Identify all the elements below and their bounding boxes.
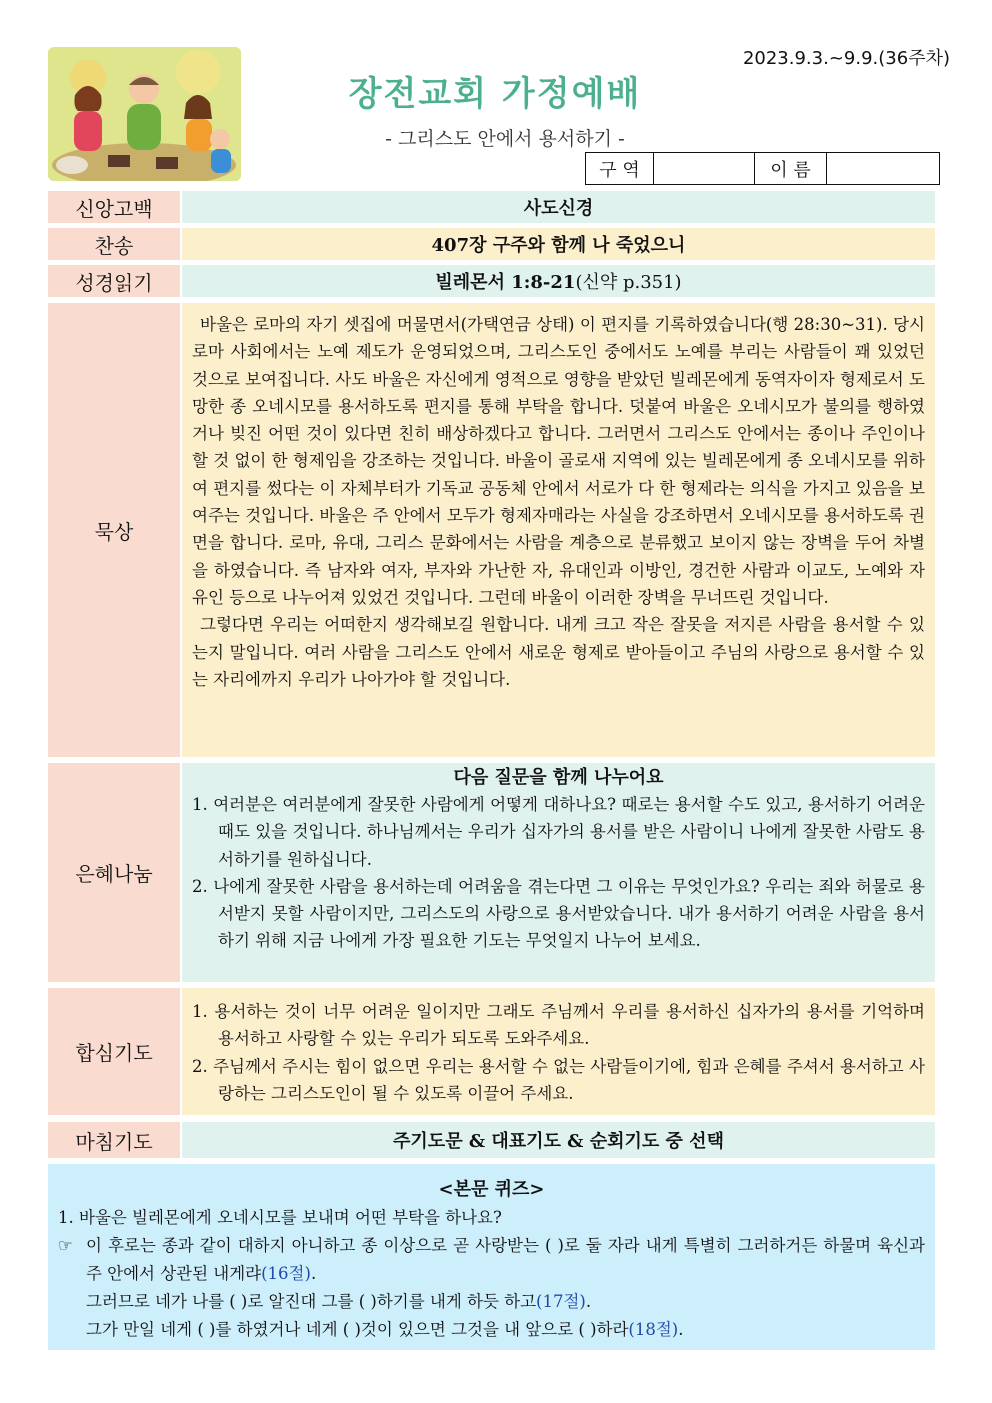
reading-label: 성경읽기 — [48, 265, 180, 297]
hymn-content: 407장 구주와 함께 나 죽었으니 — [182, 228, 935, 260]
sharing-list — [182, 791, 935, 955]
district-name-box — [585, 152, 940, 185]
row-reading — [48, 265, 935, 297]
row-prayer — [48, 988, 935, 1115]
meditation-label: 묵상 — [48, 303, 180, 757]
pointing-hand-icon: ☞ — [58, 1236, 73, 1255]
reading-passage: 빌레몬서 1:8-21 — [435, 272, 576, 293]
meditation-paragraph-1: 바울은 로마의 자기 셋집에 머물면서(가택연금 상태) 이 편지를 기록하였습니다(행 28:30~31). 당시 로마 사회에서는 노예 제도가 운영되었으며, 그리스도인 중에서도 노예를 부리는 사람들이 꽤 있었던 것으로 보여집니다. 사도 바울은 자신에게 영적으로 영향을 받았던 빌레몬에게 동역자이자 형제로서 도망한 종 오네시모를 용서하도록 편지를 통해 부탁을 합니다. 덧붙여 바울은 오네시모가 불의를 행하였거나 빚진 어떤 것이 있다면 친히 배상하겠다고 합니다. 그러면서 그리스도 안에서는 종이나 주인이나 할 것 없이 한 형제임을 강조하는 것입니다. 바울이 골로새 지역에 있는 빌레몬에게 종 오네시모를 위하여 편지를 썼다는 이 자체부터가 기독교 공동체 안에서 서로가 다 한 형제라는 의식을 가지고 있음을 보여주는 것입니다. 바울은 주 안에서 모두가 형제자매라는 사실을 강조하면서 오네시모를 용서하도록 권면을 합니다. 로마, 유대, 그리스 문화에서는 사람을 계층으로 분류했고 보이지 않는 장벽을 두어 차별을 하였습니다. 즉 남자와 여자, 부자와 가난한 자, 유대인과 이방인, 경건한 사람과 이교도, 노예와 자유인 등으로 나누어져 있었건 것입니다. 그런데 바울이 이러한 장벽을 무너뜨린 것입니다. — [192, 315, 926, 607]
quiz-title: <본문 퀴즈> — [438, 1179, 545, 1200]
quiz-question: 1. 바울은 빌레몬에게 오네시모를 보내며 어떤 부탁을 하나요? — [58, 1208, 502, 1227]
row-sharing — [48, 763, 935, 982]
meditation-paragraph-2: 그렇다면 우리는 어떠한지 생각해보길 원합니다. 내게 크고 작은 잘못을 저지른 사람을 용서할 수 있는지 말입니다. 여러 사람을 그리스도 안에서 새로운 형제로 받아들이고 주님의 사랑으로 용서할 수 있는 자리에까지 우리가 나아가야 할 것입니다. — [192, 615, 925, 689]
district-field[interactable] — [654, 153, 755, 184]
prayer-label: 합심기도 — [48, 988, 180, 1115]
family-praying-illustration — [48, 47, 241, 181]
name-label: 이 름 — [755, 153, 827, 184]
verse-ref: (18절) — [628, 1320, 679, 1339]
closing-label: 마침기도 — [48, 1122, 180, 1158]
row-closing — [48, 1122, 935, 1158]
verse-ref: (16절) — [261, 1264, 311, 1283]
reading-content — [182, 265, 935, 297]
meditation-content — [182, 303, 935, 757]
quiz-line-1: 이 후로는 종과 같이 대하지 아니하고 종 이상으로 곧 사랑받는 ( )로 둘 자라 내게 특별히 그러하거든 하물며 육신과 주 안에서 상관된 내게랴 — [86, 1236, 925, 1283]
sharing-label: 은혜나눔 — [48, 763, 180, 982]
list-item: 1. 여러분은 여러분에게 잘못한 사람에게 어떻게 대하나요? 때로는 용서할 수도 있고, 용서하기 어려운 때도 있을 것입니다. 하나님께서는 우리가 십자가의 용서를 받은 사람이니 나에게 잘못한 사람도 용서하기를 원하십니다. — [192, 795, 925, 869]
name-field[interactable] — [827, 153, 939, 184]
bible-quiz — [48, 1164, 935, 1350]
creed-content: 사도신경 — [182, 191, 935, 223]
row-hymn — [48, 228, 935, 260]
prayer-list — [182, 998, 935, 1107]
quiz-line-3: 그가 만일 네게 ( )를 하였거나 네게 ( )것이 있으면 그것을 내 앞으로 ( )하라 — [86, 1320, 629, 1339]
row-meditation — [48, 303, 935, 757]
sharing-content — [182, 763, 935, 982]
hymn-label: 찬송 — [48, 228, 180, 260]
list-item: 2. 나에게 잘못한 사람을 용서하는데 어려움을 겪는다면 그 이유는 무엇인가요? 우리는 죄와 허물로 용서받지 못할 사람이지만, 그리스도의 사랑으로 용서받았습니다. 내가 용서하기 어려운 사람을 용서하기 위해 지금 나에게 가장 필요한 기도는 무엇일지 나누어 보세요. — [192, 876, 925, 951]
quiz-answer: ☞ 이 후로는 종과 같이 대하지 아니하고 종 이상으로 곧 사랑받는 ( )로 둘 자라 내게 특별히 그러하거든 하물며 육신과 주 안에서 상관된 내게랴(16절). 그러므로 네가 나를 ( )로 알진대 그를 ( )하기를 내게 하듯 하고(17절). 그가 만일 네게 ( )를 하였거나 네게 ( )것이 있으면 그것을 내 앞으로 ( )하라(18절). — [58, 1232, 925, 1344]
page-subtitle: - 그리스도 안에서 용서하기 - — [385, 128, 625, 150]
verse-ref: (17절) — [536, 1292, 586, 1311]
reading-page: (신약 p.351) — [575, 272, 682, 293]
list-item: 1. 용서하는 것이 너무 어려운 일이지만 그래도 주님께서 우리를 용서하신 십자가의 용서를 기억하며 용서하고 사랑할 수 있는 우리가 되도록 도와주세요. — [192, 1002, 925, 1049]
creed-label: 신앙고백 — [48, 191, 180, 223]
district-label: 구 역 — [586, 153, 654, 184]
page-title: 장전교회 가정예배 — [348, 74, 642, 114]
quiz-line-2: 그러므로 네가 나를 ( )로 알진대 그를 ( )하기를 내게 하듯 하고 — [86, 1292, 537, 1311]
date-range: 2023.9.3.~9.9.(36주차) — [742, 48, 950, 69]
sharing-heading: 다음 질문을 함께 나누어요 — [453, 767, 664, 788]
list-item: 2. 주님께서 주시는 힘이 없으면 우리는 용서할 수 없는 사람들이기에, 힘과 은혜를 주셔서 용서하고 사랑하는 그리스도인이 될 수 있도록 이끌어 주세요. — [192, 1056, 925, 1103]
closing-content: 주기도문 & 대표기도 & 순회기도 중 선택 — [182, 1122, 935, 1158]
row-creed — [48, 191, 935, 223]
prayer-content — [182, 988, 935, 1115]
